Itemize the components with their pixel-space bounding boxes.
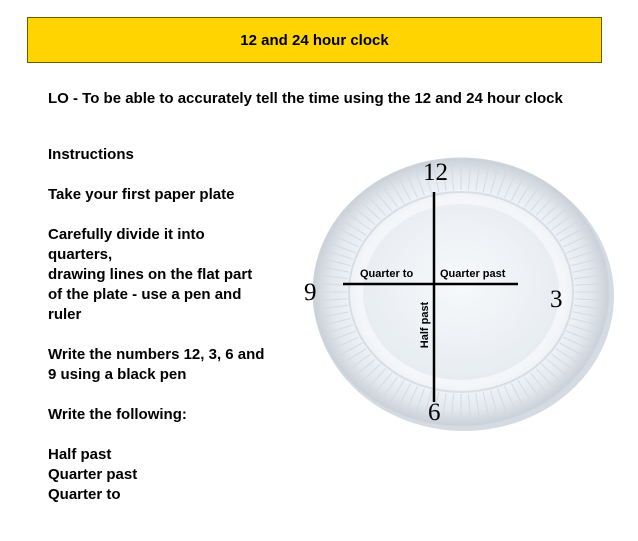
label-half-past: Half past (419, 301, 431, 349)
clock-number-6: 6 (428, 399, 441, 426)
clock-number-9: 9 (304, 279, 317, 306)
instruction-step-2-line: quarters, (48, 246, 113, 263)
instruction-step-2-line: of the plate - use a pen and (48, 286, 242, 303)
instruction-step-2-line: Carefully divide it into (48, 226, 205, 243)
instruction-step-2-line: ruler (48, 306, 82, 323)
list-item-quarter-past: Quarter past (48, 466, 138, 483)
paper-plate-illustration (308, 152, 614, 432)
list-item-quarter-to: Quarter to (48, 486, 121, 503)
instructions-heading: Instructions (48, 146, 134, 163)
plate-center (363, 204, 559, 380)
clock-number-12: 12 (423, 159, 448, 186)
title-banner (27, 17, 602, 63)
paper-plate-clock (304, 152, 614, 432)
clock-number-3: 3 (550, 286, 563, 313)
page-title: 12 and 24 hour clock (240, 31, 389, 49)
instruction-step-3-line: 9 using a black pen (48, 366, 187, 383)
list-item-half-past: Half past (48, 446, 112, 463)
instruction-step-2-line: drawing lines on the flat part (48, 266, 253, 283)
learning-objective: LO - To be able to accurately tell the time using the 12 and 24 hour clock (48, 90, 563, 107)
label-quarter-past: Quarter past (440, 268, 506, 280)
instruction-step-4: Write the following: (48, 406, 187, 423)
label-quarter-to: Quarter to (360, 268, 414, 280)
instruction-step-3-line: Write the numbers 12, 3, 6 and (48, 346, 265, 363)
instructions-block (48, 145, 308, 505)
instruction-step-1: Take your first paper plate (48, 186, 235, 203)
